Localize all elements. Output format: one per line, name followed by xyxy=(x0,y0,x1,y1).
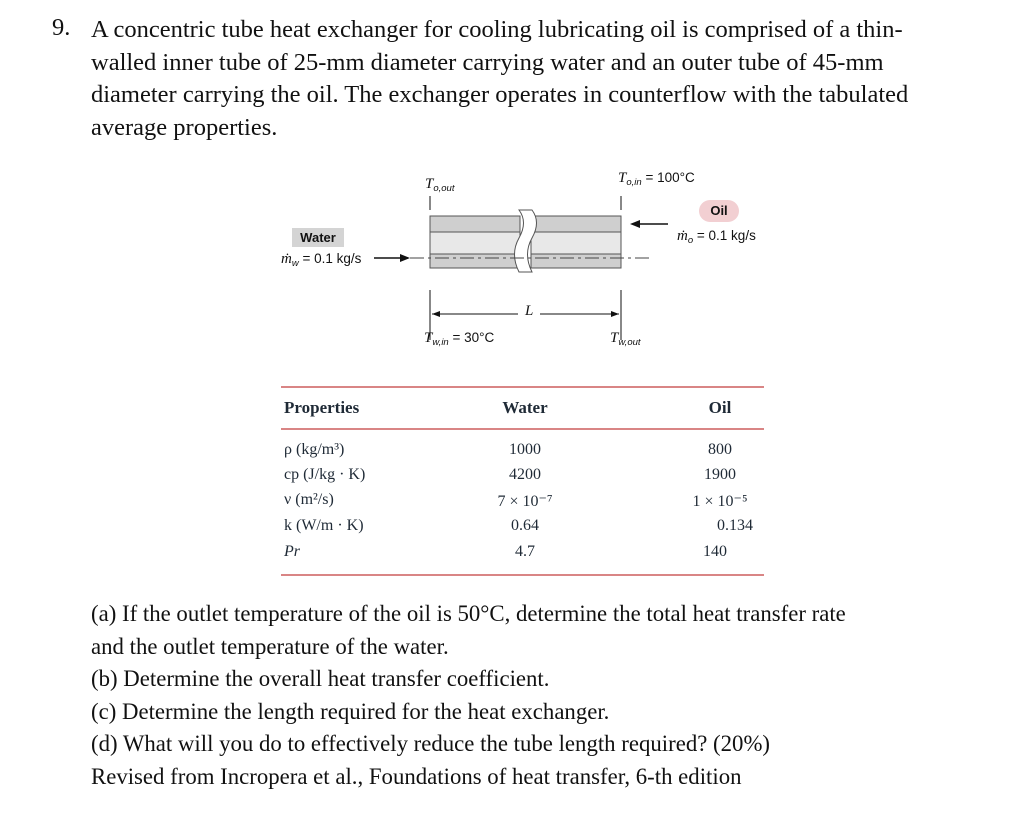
oil-flow-label: ṁ$_o$ = 0.1 kg/s xyxy=(677,228,756,246)
table-row-property: Pr xyxy=(284,543,300,560)
table-row-oil: 1900 xyxy=(704,466,736,483)
t-w-in-label: $T_{w,in} = 30^\circ C$ xyxy=(424,330,495,348)
t-o-out-label: $T_{o,out}$ xyxy=(425,176,455,194)
table-row-oil: 800 xyxy=(708,441,732,458)
problem-number: 9. xyxy=(52,14,71,41)
question-line: (c) Determine the length required for the heat exchanger. xyxy=(91,698,610,724)
problem-line: diameter carrying the oil. The exchanger operates in counterflow with the tabulated xyxy=(91,81,909,108)
table-row-oil: 0.134 xyxy=(717,517,753,534)
table-row-water: 4.7 xyxy=(515,543,535,560)
question-line: (a) If the outlet temperature of the oil is 50°C, determine the total heat transfer rate xyxy=(91,601,846,626)
oil-arrow-head xyxy=(630,220,640,228)
inner-tube-left xyxy=(430,232,520,254)
table-header-water: Water xyxy=(502,398,548,417)
table-row-property: ρ (kg/m³) xyxy=(284,441,345,458)
table-bottom-rule xyxy=(281,574,764,576)
table-top-rule xyxy=(281,386,764,388)
water-flow-label: ṁ$_w$ = 0.1 kg/s xyxy=(281,251,362,269)
table-header-rule xyxy=(281,428,764,430)
oil-badge: Oil xyxy=(699,200,739,222)
length-arrow-left xyxy=(432,311,440,317)
question-line: (b) Determine the overall heat transfer coefficient. xyxy=(91,666,550,692)
table-row-oil: 1 × 10⁻⁵ xyxy=(692,493,748,510)
table-row-property: cp (J/kg · K) xyxy=(284,466,366,483)
table-header-properties: Properties xyxy=(284,398,360,417)
table-row-property: k (W/m · K) xyxy=(284,517,364,534)
table-header-oil: Oil xyxy=(708,398,732,417)
question-line: (d) What will you do to effectively reduce the tube length required? (20%) xyxy=(91,731,771,757)
table-row-oil: 140 xyxy=(703,543,727,560)
t-o-in-label: $T_{o,in} = 100^\circ C$ xyxy=(618,170,695,188)
inner-tube-right xyxy=(531,232,621,254)
problem-line: walled inner tube of 25-mm diameter carrying water and an outer tube of 45-mm xyxy=(91,48,884,76)
table-row-water: 4200 xyxy=(509,466,541,483)
problem-line: average properties. xyxy=(91,113,278,141)
t-w-out-label: $T_{w,out}$ xyxy=(610,330,641,348)
table-row-water: 7 × 10⁻⁷ xyxy=(497,493,553,510)
question-line: and the outlet temperature of the water. xyxy=(91,633,449,659)
source-citation: Revised from Incropera et al., Foundations of heat transfer, 6-th edition xyxy=(91,763,742,789)
length-label: L xyxy=(525,303,534,319)
water-arrow-head xyxy=(400,254,410,262)
problem-line: A concentric tube heat exchanger for cooling lubricating oil is comprised of a thin- xyxy=(91,16,903,43)
water-badge: Water xyxy=(292,228,344,247)
length-arrow-right xyxy=(611,311,619,317)
table-row-water: 1000 xyxy=(509,441,541,458)
question-parts xyxy=(91,598,991,794)
table-row-water: 0.64 xyxy=(511,517,539,534)
table-row-property: ν (m²/s) xyxy=(284,491,334,508)
